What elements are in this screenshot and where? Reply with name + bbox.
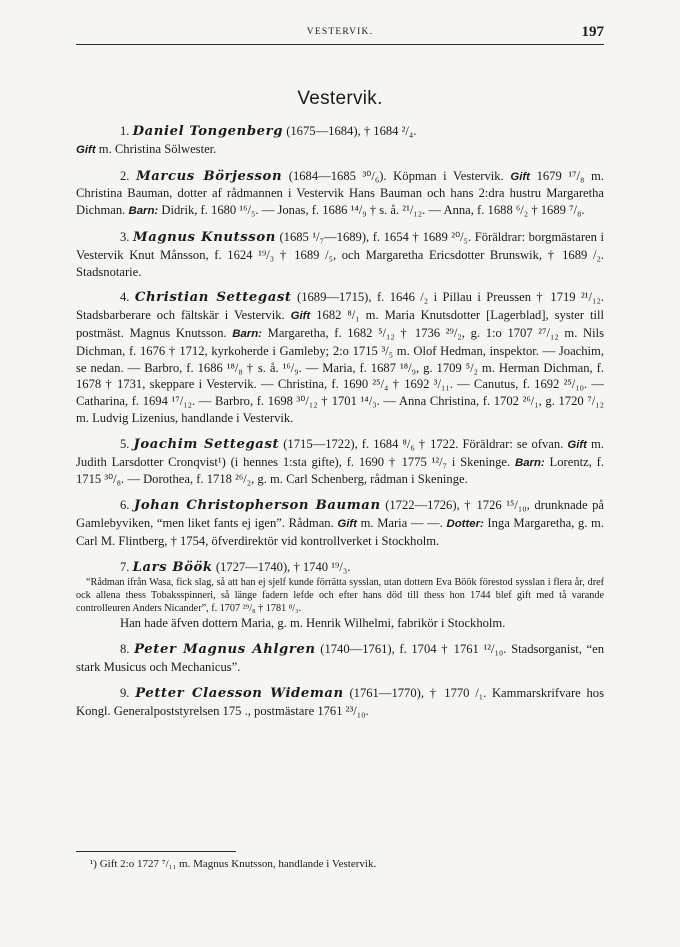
person-name: Daniel Tongenberg [132,124,284,139]
entry-dates: (1689—1715), f. 1646 /₂ i Pillau i Preussen † 1719 ²¹/₁₂. Stadsbarberare och fältskär i Vestervik. [76,290,604,323]
gift-line [76,141,604,159]
entry-number: 7. [120,559,130,574]
entry-number: 6. [120,498,130,513]
page-number: 197 [581,24,604,40]
entry-continuation: Han hade äfven dottern Maria, g. m. Henrik Wilhelmi, fabrikör i Stockholm. [120,616,506,631]
gift-text: m. Judith Larsdotter Cronqvist¹) (i hennes 1:sta gifte), f. 1690 † 1775 ¹²/₇ i Skeninge. [76,436,604,469]
entry-dates: (1722—1726), † 1726 ¹⁵/₁₀, drunknade på Gamlebyviken, “men liket fants ej igen”. Rådman. [76,498,604,530]
entry-text: Föräldrar: borgmästaren i Vestervik Knut Månsson, f. 1624 ¹⁹/₃ † 1689 /₅, och Margaretha Ericsdotter Brunswik, † 1689 /₂. Stadsnotarie. [76,229,604,279]
gift-label: Gift [76,143,96,156]
gift-text: 1679 ¹⁷/₈ m. Christina Bauman, dotter af rådmannen i Vestervik Hans Bauman och hans 2:dra hustru Margaretha Dichman. [76,168,604,218]
footnote-rule [76,851,236,852]
entry-number: 9. [120,685,130,700]
entry-4 [76,289,604,426]
entry-3 [76,229,604,280]
person-name: Lars Böök [132,559,213,575]
entry-number: 2. [120,168,130,183]
barn-label: Barn: [514,456,545,469]
entry-9 [76,685,604,720]
entry-6 [76,497,604,549]
entry-line [76,289,604,426]
gift-text: m. Christina Sölwester. [95,141,217,156]
dotter-text: Inga Margaretha, g. m. Carl M. Flintberg, † 1754, öfverdirektör vid kontrollverket i Stockholm. [76,515,605,548]
gift-label: Gift [567,438,587,451]
entry-number: 8. [120,642,130,657]
barn-label: Barn: [128,205,159,218]
person-name: Petter Claesson Wideman [135,685,344,701]
entry-7 [76,559,604,633]
footnote: ¹) Gift 2:o 1727 ⁷/₁₁ m. Magnus Knutsson, handlande i Vestervik. [90,858,377,870]
entry-number: 1. [120,124,130,138]
entry-number: 5. [120,436,130,451]
section-heading: Vestervik. [297,88,383,109]
entry-line [76,168,604,220]
barn-text: Margaretha, f. 1682 ⁵/₁₂ † 1736 ²⁹/₂, g. 1:o 1707 ²⁷/₁₂ m. Nils Dichman, f. 1676 † 1712, kyrkoherde i Gamleby; 2:o 1715 ³/₅ m. Olof Hedman, inspektor. — Joachim, se nedan. — Barbro, f. 1686 ¹⁸/₈ † s. å. ¹⁶/₉. — Maria, f. 1687 ¹⁸/₉, g. 1709 ⁵/₂ m. Herman Dichman, f. 1678 † 1731, skeppare i Vestervik. — Christina, f. 1690 ²⁵/₄ † 1692 ³/₁₁. — Canutus, f. 1692 ²⁵/₁₀. — Catharina, f. 1694 ¹⁷/₁₂. — Barbro, f. 1698 ³⁰/₁₂ † 1701 ¹⁴/₃. — Anna Christina, f. 1702 ²⁶/₁, g. 1720 ⁷/₁₂ m. Ludvig Lizenius, handlande i Vestervik. [76,325,604,425]
entry-dates: (1761—1770), † 1770 /₁. Kammarskrifvare hos Kongl. Generalpoststyrelsen 175 ., postmästare 1761 ²³/₁₀. [76,685,604,718]
entry-dates: (1684—1685 ³⁰/₆). Köpman i Vestervik. [282,168,504,183]
gift-label: Gift [510,170,530,183]
barn-text: Lorentz, f. 1715 ³⁰/₈. — Dorothea, f. 1718 ²⁶/₂, g. m. Carl Schenberg, rådman i Skeninge. [76,454,604,487]
barn-text: Didrik, f. 1680 ¹⁶/₅. — Jonas, f. 1686 ¹⁴/₉ † s. å. ²¹/₁₂. — Anna, f. 1688 ⁶/₂ † 1689 ⁷/₈. [158,203,585,218]
gift-text: 1682 ⁸/₁ m. Maria Knutsdotter [Lagerblad], syster till postmäst. Magnus Knutsson. [76,308,604,340]
entry-line [76,685,604,720]
barn-label: Barn: [232,327,262,340]
quote-block: “Rådman ifrån Wasa, fick slag, så att han ej sjelf kunde förrätta sysslan, utan dottern Eva Böök förestod sysslan i flera år, dref ock allena thess Tobaksspinneri, så länge fadern lefde och efter hans död till thess hon 1744 blef gift med tå varande controlleuren Anders Nicander”, f. 1707 ²⁹/₈ † 1781 ⁸/₃. [76,577,604,615]
page-header [76,24,604,45]
entry-line [76,497,604,549]
person-name: Johan Christopherson Bauman [134,498,381,514]
dotter-label: Dotter: [446,517,484,530]
entry-number: 4. [120,290,130,305]
entries-list [76,123,604,728]
entry-2 [76,168,604,220]
person-name: Joachim Settegast [133,436,280,452]
gift-text: m. Maria — —. [357,515,443,530]
person-name: Marcus Börjesson [136,168,283,184]
gift-label: Gift [290,310,311,323]
gift-label: Gift [337,517,358,530]
person-name: Christian Settegast [134,290,292,306]
entry-dates: (1685 ¹/₇—1689), f. 1654 † 1689 ²⁰/₅. [275,229,472,244]
entry-1 [76,123,604,159]
running-title: VESTERVIK. [306,27,374,37]
entry-dates: (1715—1722), f. 1684 ⁸/₆ † 1722. Föräldrar: se ofvan. [279,436,564,451]
entry-line [76,641,604,676]
entry-number: 3. [120,229,130,244]
entry-line [76,229,604,280]
entry-5 [76,436,604,488]
entry-line [76,436,604,488]
entry-line [76,559,604,577]
person-name: Peter Magnus Ahlgren [134,642,316,658]
entry-dates: (1740—1761), f. 1704 † 1761 ¹²/₁₀. Stadsorganist, “en stark Musicus och Mechanicus”. [76,642,604,674]
entry-8 [76,641,604,676]
person-name: Magnus Knutsson [133,229,276,245]
entry-line [76,123,604,141]
entry-dates: (1727—1740), † 1740 ¹⁹/₃. [212,559,351,574]
entry-dates: (1675—1684), † 1684 ²/₄. [283,124,417,138]
